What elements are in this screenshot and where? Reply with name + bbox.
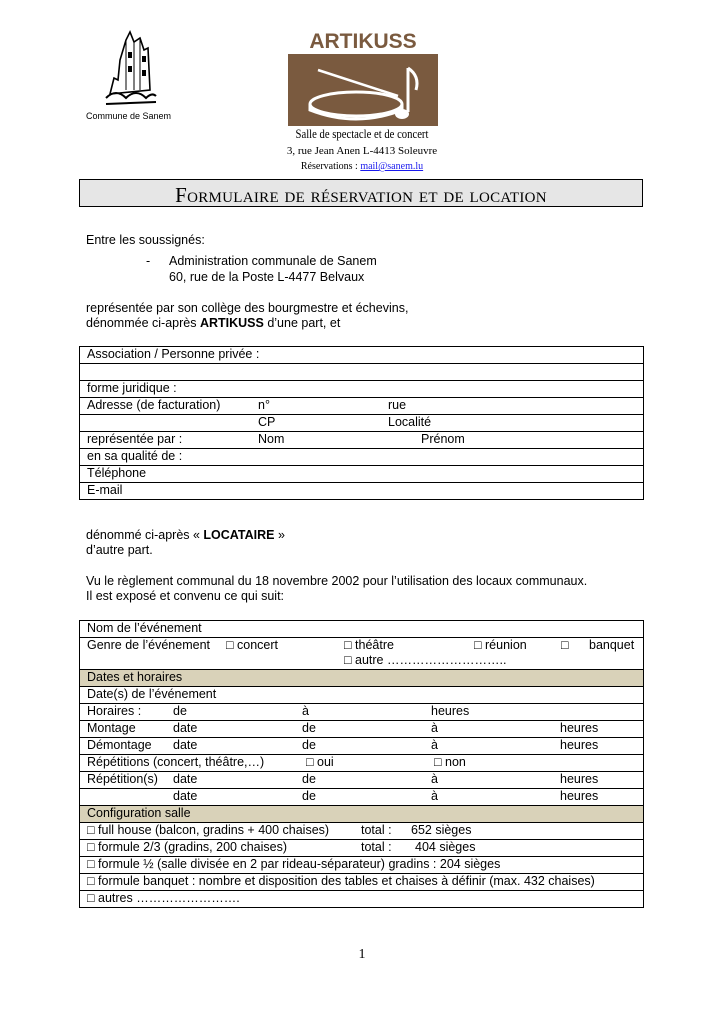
prenom-label: Prénom <box>421 432 465 446</box>
non-checkbox[interactable]: □ non <box>434 755 466 769</box>
locataire-bold: LOCATAIRE <box>203 528 275 542</box>
email-field[interactable] <box>80 483 644 500</box>
montage-heures: heures <box>560 721 599 735</box>
config-header-label: Configuration salle <box>87 806 191 820</box>
nom-event-field[interactable] <box>80 621 644 638</box>
repetition-1-heures: heures <box>560 772 599 786</box>
nom-label: Nom <box>258 432 285 446</box>
repetition-row-2[interactable] <box>80 789 644 806</box>
config-header <box>80 806 644 823</box>
formule-banquet-row[interactable] <box>80 874 644 891</box>
montage-row[interactable] <box>80 721 644 738</box>
dates-header <box>80 670 644 687</box>
association-label: Association / Personne privée : <box>87 347 260 361</box>
full-house-row[interactable] <box>80 823 644 840</box>
commune-name: Commune de Sanem <box>86 111 172 121</box>
banquet-label: banquet <box>589 638 635 652</box>
montage-de: de <box>302 721 316 735</box>
venue-reservations <box>0 161 724 172</box>
repetitions-row[interactable] <box>80 755 644 772</box>
association-extra-field[interactable] <box>80 364 644 381</box>
demontage-row[interactable] <box>80 738 644 755</box>
qualite-field[interactable] <box>80 449 644 466</box>
formule-23-seats: 404 sièges <box>415 840 476 854</box>
repetitions-label: Répétitions (concert, théâtre,…) <box>87 755 265 769</box>
repetition-2-a: à <box>431 789 438 803</box>
numero-label: n° <box>258 398 270 412</box>
autres-row[interactable] <box>80 891 644 908</box>
montage-a: à <box>431 721 438 735</box>
repetition-2-heures: heures <box>560 789 599 803</box>
rep-line-2-post: d’une part, et <box>263 316 341 330</box>
reservations-email-link[interactable]: mail@sanem.lu <box>360 161 424 172</box>
reglement-line: Vu le règlement communal du 18 novembre 2002 pour l’utilisation des locaux communaux. <box>86 574 588 588</box>
bullet-line-1: Administration communale de Sanem <box>169 254 377 268</box>
concert-checkbox[interactable]: □ concert <box>226 638 279 652</box>
bullet-dash: - <box>146 254 151 268</box>
demontage-a: à <box>431 738 438 752</box>
qualite-label: en sa qualité de : <box>87 449 183 463</box>
horaires-de: de <box>173 704 187 718</box>
cp-label: CP <box>258 415 276 429</box>
artikuss-logo <box>288 28 438 126</box>
banquet-checkbox[interactable]: □ <box>561 638 569 652</box>
repetition-2-date: date <box>173 789 198 803</box>
repetition-row-1[interactable] <box>80 772 644 789</box>
full-house-option[interactable]: □ full house (balcon, gradins + 400 chaises) <box>87 823 330 837</box>
formule-half-row[interactable] <box>80 857 644 874</box>
adresse-label: Adresse (de facturation) <box>87 398 221 412</box>
formule-23-option[interactable]: □ formule 2/3 (gradins, 200 chaises) <box>87 840 288 854</box>
repetition-label: Répétition(s) <box>87 772 158 786</box>
bullet-line-2: 60, rue de la Poste L-4477 Belvaux <box>169 270 365 284</box>
form-title: Formulaire de réservation et de location <box>175 183 547 207</box>
forme-juridique-label: forme juridique : <box>87 381 177 395</box>
dates-header-label: Dates et horaires <box>87 670 183 684</box>
telephone-field[interactable] <box>80 466 644 483</box>
montage-label: Montage <box>87 721 136 735</box>
representee-row[interactable] <box>80 432 644 449</box>
adresse-row-2[interactable] <box>80 415 644 432</box>
reunion-checkbox[interactable]: □ réunion <box>474 638 527 652</box>
rep-line-2-bold: ARTIKUSS <box>199 316 264 330</box>
horaires-a: à <box>302 704 309 718</box>
repetition-2-de: de <box>302 789 316 803</box>
rep-line-2-pre: dénommée ci-après <box>86 316 200 330</box>
dates-event-label: Date(s) de l’événement <box>87 687 217 701</box>
autre-checkbox[interactable]: □ autre ……………………….. <box>344 653 507 667</box>
formule-banquet-option[interactable]: □ formule banquet : nombre et disposition des tables et chaises à définir (max. 432 chaises) <box>87 874 595 888</box>
email-label: E-mail <box>87 483 123 497</box>
commune-logo-icon <box>104 30 158 108</box>
demontage-de: de <box>302 738 316 752</box>
association-field[interactable] <box>80 347 644 364</box>
locataire-line <box>86 528 285 543</box>
expose-line: Il est exposé et convenu ce qui suit: <box>86 589 285 603</box>
genre-label: Genre de l’événement <box>87 638 210 652</box>
locataire-post: » <box>274 528 285 542</box>
autres-option[interactable]: □ autres ……………………. <box>87 891 240 905</box>
representee-label: représentée par : <box>87 432 183 446</box>
venue-subtitle: Salle de spectacle et de concert <box>295 126 429 141</box>
formule-23-total: total : <box>361 840 392 854</box>
telephone-label: Téléphone <box>87 466 147 480</box>
repetition-1-de: de <box>302 772 316 786</box>
rep-line-2 <box>86 316 340 331</box>
repetition-1-date: date <box>173 772 198 786</box>
adresse-row-1[interactable] <box>80 398 644 415</box>
locataire-pre: dénommé ci-après « <box>86 528 204 542</box>
horaires-row[interactable] <box>80 704 644 721</box>
genre-row[interactable] <box>80 638 644 670</box>
rep-line-1: représentée par son collège des bourgmestre et échevins, <box>86 301 409 315</box>
full-house-total: total : <box>361 823 392 837</box>
demontage-date: date <box>173 738 198 752</box>
autre-part-line: d’autre part. <box>86 543 153 557</box>
page-number: 1 <box>358 947 366 962</box>
intro-line: Entre les soussignés: <box>86 233 205 247</box>
formule-23-row[interactable] <box>80 840 644 857</box>
repetition-1-a: à <box>431 772 438 786</box>
horaires-heures: heures <box>431 704 470 718</box>
montage-date: date <box>173 721 198 735</box>
dates-event-field[interactable] <box>80 687 644 704</box>
logo-text: ARTIKUSS <box>309 30 417 53</box>
theatre-checkbox[interactable]: □ théâtre <box>344 638 394 652</box>
localite-label: Localité <box>388 415 432 429</box>
venue-address: 3, rue Jean Anen L-4413 Soleuvre <box>286 145 438 157</box>
forme-juridique-field[interactable] <box>80 381 644 398</box>
formule-half-option[interactable]: □ formule ½ (salle divisée en 2 par rideau-séparateur) gradins : 204 sièges <box>87 857 501 871</box>
demontage-label: Démontage <box>87 738 152 752</box>
reservations-label: Réservations : <box>300 161 361 172</box>
oui-checkbox[interactable]: □ oui <box>306 755 334 769</box>
horaires-label: Horaires : <box>87 704 142 718</box>
rue-label: rue <box>388 398 407 412</box>
client-table <box>79 346 644 500</box>
demontage-heures: heures <box>560 738 599 752</box>
event-table <box>79 620 644 908</box>
nom-event-label: Nom de l’événement <box>87 621 202 635</box>
form-title-box <box>79 179 643 207</box>
full-house-seats: 652 sièges <box>411 823 472 837</box>
